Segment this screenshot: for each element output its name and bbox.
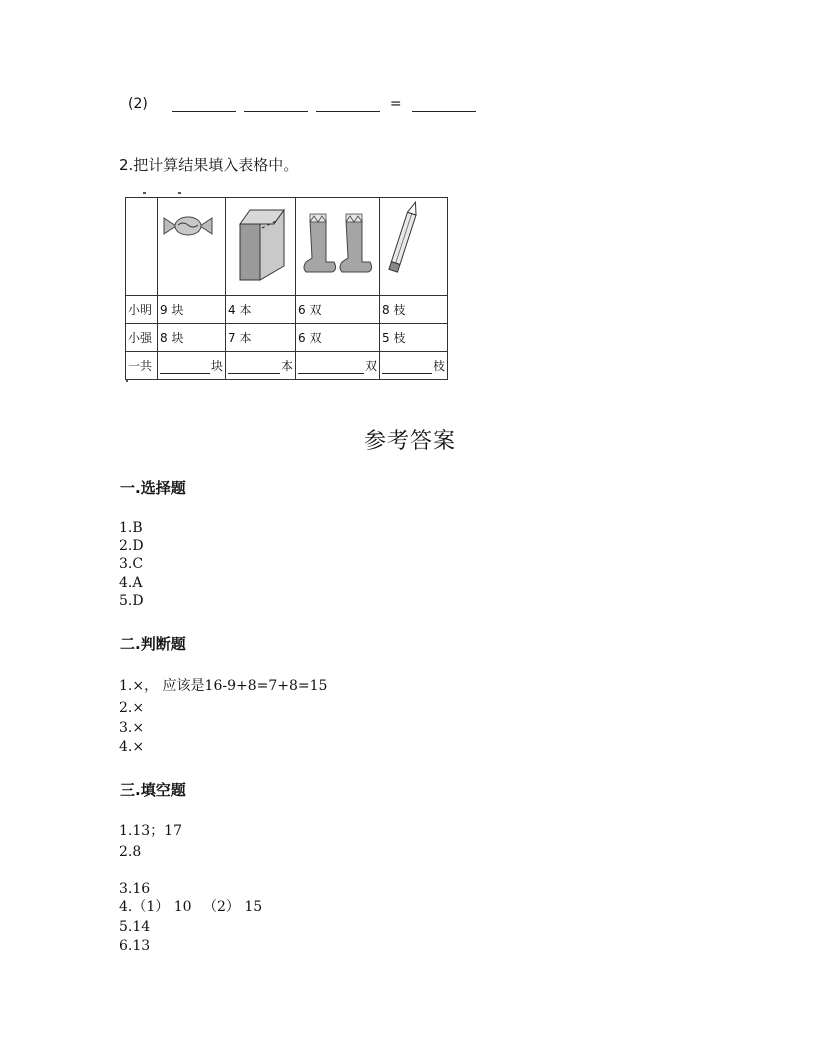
answer-line: 4.× bbox=[119, 739, 145, 755]
answer-line: 3.C bbox=[119, 556, 144, 572]
answer-line: 4.A bbox=[119, 575, 143, 591]
table-cell: 6 双 bbox=[296, 324, 380, 352]
answer-line: 2.8 bbox=[119, 844, 142, 860]
question-2-line bbox=[128, 96, 476, 112]
question-title: 2.把计算结果填入表格中。 bbox=[119, 156, 299, 174]
row-label: 一共 bbox=[126, 352, 158, 380]
candy-cell bbox=[158, 198, 226, 296]
table-cell: 7 本 bbox=[226, 324, 296, 352]
answer-line: 2.D bbox=[119, 538, 144, 554]
answer-blank-2[interactable] bbox=[244, 99, 308, 112]
unit-label: 双 bbox=[364, 359, 377, 373]
empty-cell bbox=[126, 198, 158, 296]
answer-line: 1.B bbox=[119, 520, 143, 536]
answer-line: 1.13；17 bbox=[119, 823, 182, 839]
table-row bbox=[126, 296, 448, 324]
table-row bbox=[126, 324, 448, 352]
book-cell bbox=[226, 198, 296, 296]
total-blank[interactable] bbox=[382, 361, 432, 374]
answer-line: 6.13 bbox=[119, 938, 151, 954]
total-cell[interactable] bbox=[296, 352, 380, 380]
section-title-choice: 一.选择题 bbox=[120, 479, 186, 497]
answer-line: 2.× bbox=[119, 700, 145, 716]
book-icon bbox=[226, 198, 295, 292]
answer-line: 5.14 bbox=[119, 919, 151, 935]
answer-line: 3.× bbox=[119, 720, 145, 736]
table-cell: 8 枝 bbox=[380, 296, 448, 324]
answer-blank-1[interactable] bbox=[172, 99, 236, 112]
total-cell[interactable] bbox=[380, 352, 448, 380]
dot-mark bbox=[126, 380, 128, 382]
equals-sign: = bbox=[389, 96, 402, 112]
total-blank[interactable] bbox=[298, 361, 364, 374]
unit-label: 枝 bbox=[432, 359, 445, 373]
total-blank[interactable] bbox=[228, 361, 280, 374]
unit-label: 块 bbox=[210, 359, 223, 373]
dot-mark bbox=[143, 192, 146, 194]
row-label: 小强 bbox=[126, 324, 158, 352]
pencil-icon bbox=[380, 198, 447, 292]
row-label: 小明 bbox=[126, 296, 158, 324]
boots-cell bbox=[296, 198, 380, 296]
total-row bbox=[126, 352, 448, 380]
answer-line: 4.（1） 10 （2） 15 bbox=[119, 899, 263, 915]
answer-line: 3.16 bbox=[119, 881, 151, 897]
answer-blank-result[interactable] bbox=[412, 99, 476, 112]
table-cell: 6 双 bbox=[296, 296, 380, 324]
total-blank[interactable] bbox=[160, 361, 210, 374]
section-title-fill: 三.填空题 bbox=[120, 781, 186, 799]
items-table bbox=[125, 197, 448, 380]
candy-icon bbox=[158, 198, 225, 292]
boots-icon bbox=[296, 198, 379, 292]
answers-title bbox=[0, 424, 816, 455]
table-cell: 9 块 bbox=[158, 296, 226, 324]
answer-line: 5.D bbox=[119, 593, 144, 609]
total-cell[interactable] bbox=[226, 352, 296, 380]
pencil-cell bbox=[380, 198, 448, 296]
dot-mark bbox=[178, 192, 181, 194]
table-cell: 8 块 bbox=[158, 324, 226, 352]
picture-row bbox=[126, 198, 448, 296]
unit-label: 本 bbox=[280, 359, 293, 373]
answer-line: 1.×， 应该是16-9+8=7+8=15 bbox=[119, 678, 328, 694]
question-2-label: (2) bbox=[128, 96, 148, 112]
answers-title-text: 参考答案 bbox=[363, 429, 456, 454]
table-cell: 5 枝 bbox=[380, 324, 448, 352]
answer-blank-3[interactable] bbox=[316, 99, 380, 112]
table-cell: 4 本 bbox=[226, 296, 296, 324]
section-title-judge: 二.判断题 bbox=[120, 635, 186, 653]
total-cell[interactable] bbox=[158, 352, 226, 380]
